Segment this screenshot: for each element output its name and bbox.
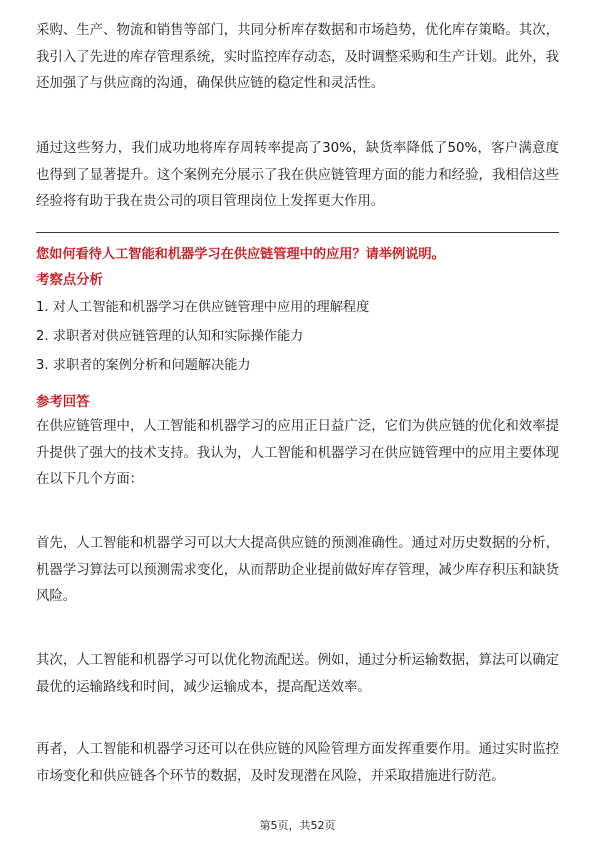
analysis-heading: 考察点分析 [36,273,103,288]
answer-paragraph-3: 其次，人工智能和机器学习可以优化物流配送。例如，通过分析运输数据，算法可以确定最优的运输路线和时间，减少运输成本，提高配送效率。 [36,653,559,695]
analysis-item-3: 3. 求职者的案例分析和问题解决能力 [36,358,251,373]
analysis-item-2: 2. 求职者对供应链管理的认知和实际操作能力 [36,329,304,344]
intro-paragraph-2: 通过这些努力，我们成功地将库存周转率提高了30%，缺货率降低了50%，客户满意度也得到了显著提升。这个案例充分展示了我在供应链管理方面的能力和经验，我相信这些经验将有助于我在贵公司的项目管理岗位上发挥更大作用。 [36,141,559,209]
intro-paragraph-1: 采购、生产、物流和销售等部门，共同分析库存数据和市场趋势，优化库存策略。其次，我引入了先进的库存管理系统，实时监控库存动态，及时调整采购和生产计划。此外，我还加强了与供应商的沟通，确保供应链的稳定性和灵活性。 [36,23,559,91]
answer-paragraph-4: 再者，人工智能和机器学习还可以在供应链的风险管理方面发挥重要作用。通过实时监控市场变化和供应链各个环节的数据，及时发现潜在风险，并采取措施进行防范。 [36,742,559,784]
question-title: 您如何看待人工智能和机器学习在供应链管理中的应用？请举例说明。 [36,247,445,262]
answer-paragraph-2: 首先，人工智能和机器学习可以大大提高供应链的预测准确性。通过对历史数据的分析，机器学习算法可以预测需求变化，从而帮助企业提前做好库存管理，减少库存积压和缺货风险。 [36,536,559,604]
answer-paragraph-1: 在供应链管理中，人工智能和机器学习的应用正日益广泛，它们为供应链的优化和效率提升提供了强大的技术支持。我认为，人工智能和机器学习在供应链管理中的应用主要体现在以下几个方面： [36,419,559,487]
analysis-item-1: 1. 对人工智能和机器学习在供应链管理中应用的理解程度 [36,300,370,315]
answer-heading: 参考回答 [36,395,90,410]
section-divider [36,232,559,233]
page-number: 第5页，共52页 [259,819,336,832]
